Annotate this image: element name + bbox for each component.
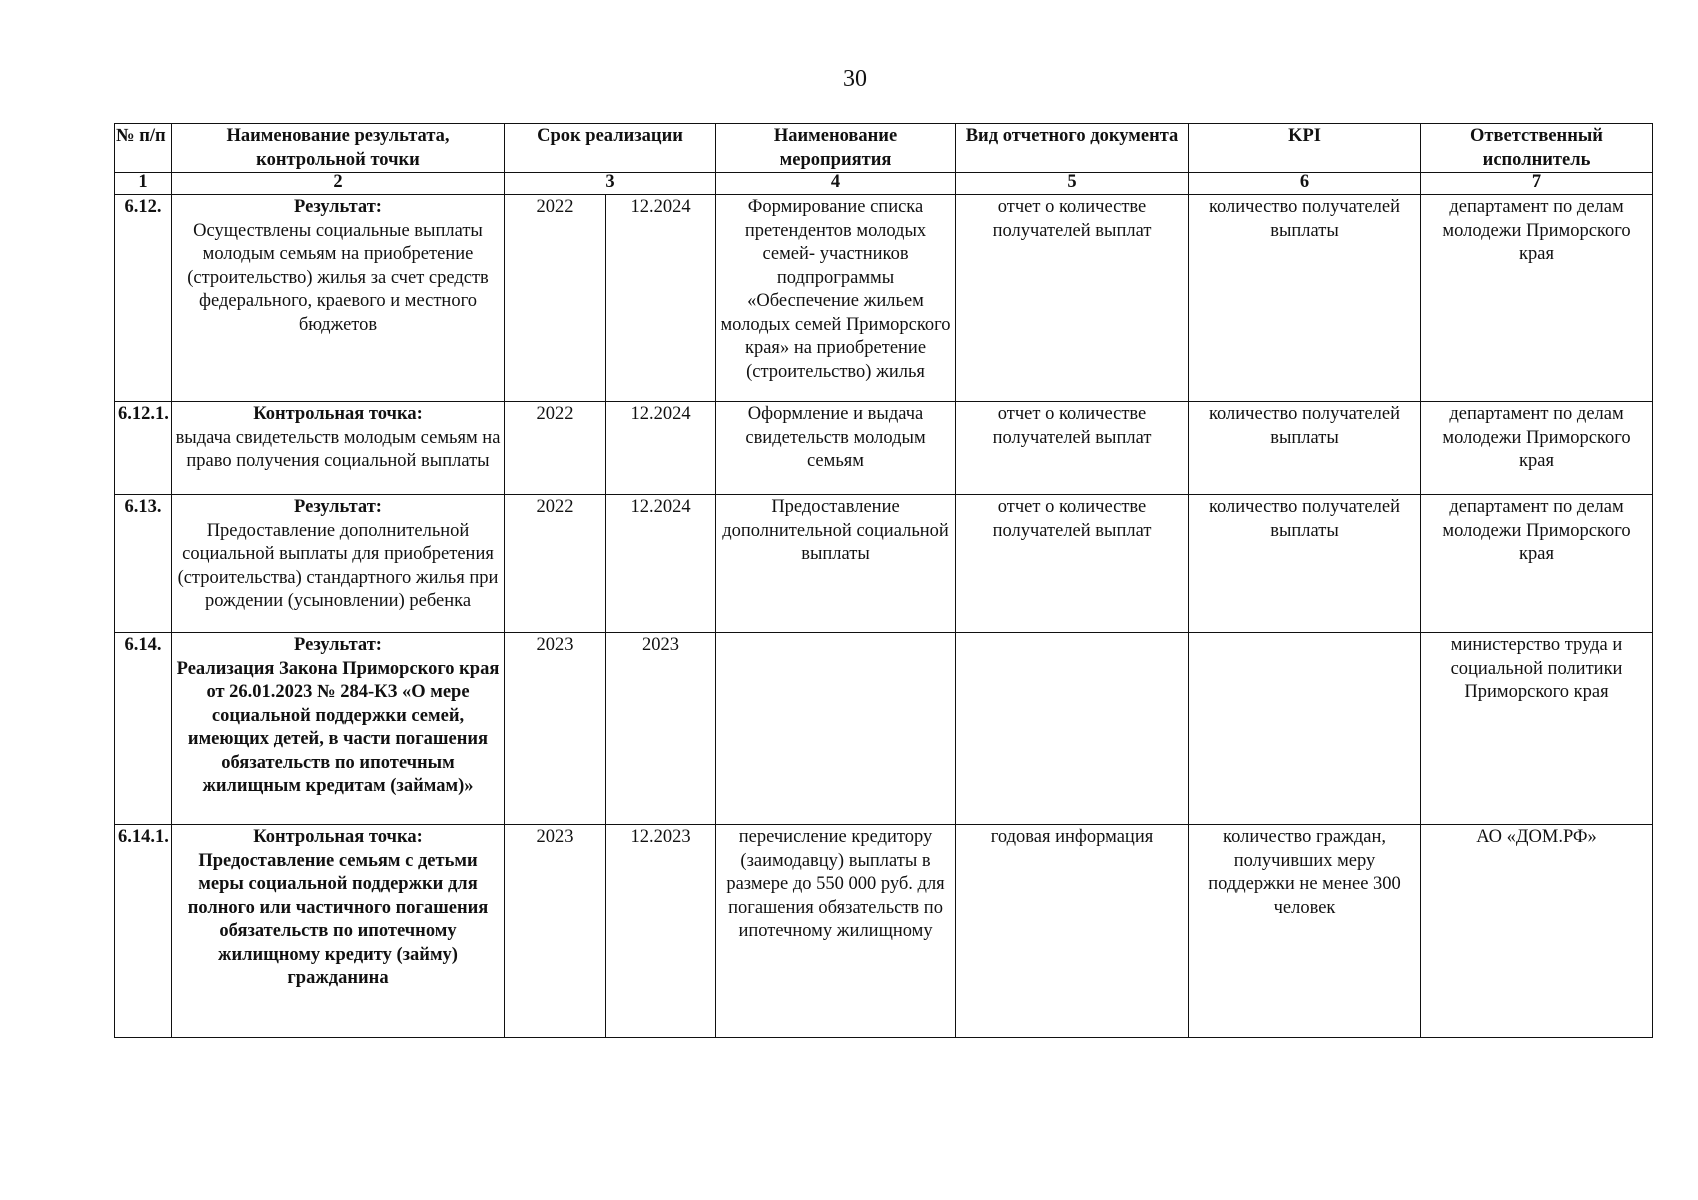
start-year: 2023 (505, 633, 606, 825)
event-name: перечисление кредитору (заимодавцу) выплаты в размере до 550 000 руб. для погашения обязательств по ипотечному жилищному (716, 825, 956, 1038)
column-numbers-row (115, 173, 1653, 195)
column-number: 6 (1189, 173, 1421, 195)
table-row (115, 402, 1653, 495)
header-kpi: KPI (1189, 124, 1421, 173)
table-header-row (115, 124, 1653, 173)
report-document (956, 633, 1189, 825)
report-document: отчет о количестве получателей выплат (956, 402, 1189, 495)
end-date: 12.2024 (606, 402, 716, 495)
result-cell (172, 495, 505, 633)
row-number: 6.13. (115, 495, 172, 633)
end-date: 12.2024 (606, 195, 716, 402)
start-year: 2022 (505, 402, 606, 495)
result-label: Результат: (294, 635, 382, 655)
responsible-executor: АО «ДОМ.РФ» (1421, 825, 1653, 1038)
result-label: Результат: (294, 497, 382, 517)
end-date: 12.2023 (606, 825, 716, 1038)
column-number: 2 (172, 173, 505, 195)
header-document: Вид отчетного документа (956, 124, 1189, 173)
end-date: 2023 (606, 633, 716, 825)
column-number: 1 (115, 173, 172, 195)
start-year: 2023 (505, 825, 606, 1038)
checkpoint-label: Контрольная точка: (253, 827, 423, 847)
result-cell (172, 402, 505, 495)
kpi-value (1189, 633, 1421, 825)
report-document: годовая информация (956, 825, 1189, 1038)
row-number: 6.14.1. (115, 825, 172, 1038)
column-number: 5 (956, 173, 1189, 195)
responsible-executor: департамент по делам молодежи Приморского края (1421, 495, 1653, 633)
table-row (115, 825, 1653, 1038)
header-number: № п/п (115, 124, 172, 173)
start-year: 2022 (505, 195, 606, 402)
result-text: Реализация Закона Приморского края от 26.01.2023 № 284-КЗ «О мере социальной поддержки семей, имеющих детей, в части погашения обязательств по ипотечным жилищным кредитам (займам)» (176, 658, 500, 796)
result-text: Предоставление дополнительной социальной выплаты для приобретения (строительства) стандартного жилья при рождении (усыновлении) ребенка (177, 520, 499, 611)
start-year: 2022 (505, 495, 606, 633)
result-text: Осуществлены социальные выплаты молодым семьям на приобретение (строительство) жилья за счет средств федерального, краевого и местного бюджетов (187, 220, 489, 335)
row-number: 6.12.1. (115, 402, 172, 495)
result-label: Результат: (294, 197, 382, 217)
column-number: 7 (1421, 173, 1653, 195)
row-number: 6.12. (115, 195, 172, 402)
checkpoint-text: выдача свидетельств молодым семьям на право получения социальной выплаты (175, 427, 501, 471)
column-number: 3 (505, 173, 716, 195)
header-period: Срок реализации (505, 124, 716, 173)
event-name: Предоставление дополнительной социальной выплаты (716, 495, 956, 633)
responsible-executor: министерство труда и социальной политики Приморского края (1421, 633, 1653, 825)
kpi-value: количество получателей выплаты (1189, 195, 1421, 402)
checkpoint-label: Контрольная точка: (253, 404, 423, 424)
header-name: Наименование результата, контрольной точки (172, 124, 505, 173)
column-number: 4 (716, 173, 956, 195)
row-number: 6.14. (115, 633, 172, 825)
table-row (115, 633, 1653, 825)
report-document: отчет о количестве получателей выплат (956, 495, 1189, 633)
header-event: Наименование мероприятия (716, 124, 956, 173)
header-responsible: Ответственный исполнитель (1421, 124, 1653, 173)
result-cell (172, 195, 505, 402)
kpi-value: количество получателей выплаты (1189, 402, 1421, 495)
table-row (115, 195, 1653, 402)
measures-table (114, 123, 1653, 1038)
event-name (716, 633, 956, 825)
report-document: отчет о количестве получателей выплат (956, 195, 1189, 402)
responsible-executor: департамент по делам молодежи Приморского края (1421, 402, 1653, 495)
result-cell (172, 633, 505, 825)
table-row (115, 495, 1653, 633)
event-name: Оформление и выдача свидетельств молодым семьям (716, 402, 956, 495)
end-date: 12.2024 (606, 495, 716, 633)
event-name: Формирование списка претендентов молодых семей- участников подпрограммы «Обеспечение жильем молодых семей Приморского края» на приобретение (строительство) жилья (716, 195, 956, 402)
result-cell (172, 825, 505, 1038)
responsible-executor: департамент по делам молодежи Приморского края (1421, 195, 1653, 402)
page-number: 30 (843, 66, 867, 92)
kpi-value: количество получателей выплаты (1189, 495, 1421, 633)
checkpoint-text: Предоставление семьям с детьми меры социальной поддержки для полного или частичного погашения обязательств по ипотечному жилищному кредиту (займу) гражданина (187, 850, 489, 988)
kpi-value: количество граждан, получивших меру поддержки не менее 300 человек (1189, 825, 1421, 1038)
